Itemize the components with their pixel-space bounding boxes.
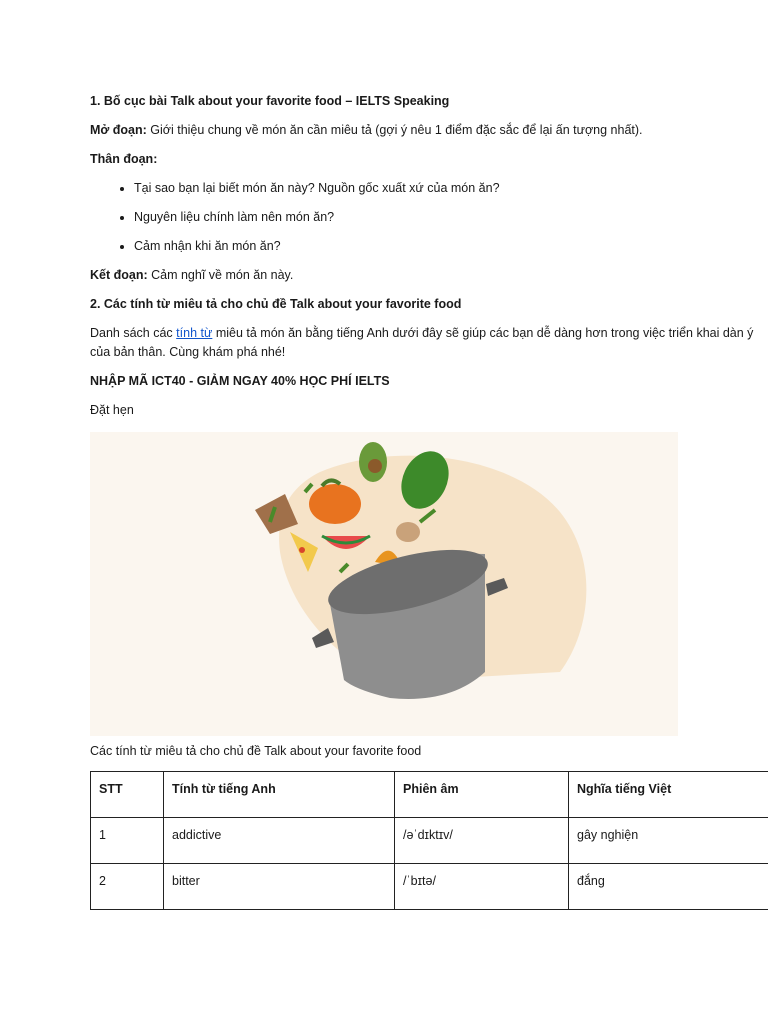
intro-label: Mở đoạn: [90,123,147,137]
intro-text: Giới thiệu chung về món ăn cần miêu tả (gợi ý nêu 1 điểm đặc sắc để lại ấn tượng nhất). [146,123,643,137]
table-row [91,818,768,864]
body-label: Thân đoạn: [90,152,158,166]
bullet-item: • Tại sao bạn lại biết món ăn này? Nguồn gốc xuất xứ của món ăn? [134,179,768,198]
adjectives-table [90,771,768,910]
adjectives-intro-paragraph [90,324,768,362]
table-row [91,864,768,910]
para-text-after: miêu tả món ăn bằng tiếng Anh dưới đây sẽ giúp các bạn dễ dàng hơn trong việc triển khai dàn ý của bản thân. Cùng khám phá nhé! [90,326,754,359]
cell-adjective: bitter [164,864,395,910]
food-pot-illustration [90,432,678,736]
cell-pronunciation: /ˈbɪtə/ [395,864,569,910]
para-text-before: Danh sách các [90,326,177,340]
header-pronunciation: Phiên âm [395,772,569,818]
intro-paragraph [90,121,768,140]
bullet-item: • Cảm nhận khi ăn món ăn? [134,237,768,256]
cell-pronunciation: /əˈdɪktɪv/ [395,818,569,864]
image-caption: Các tính từ miêu tả cho chủ đề Talk about your favorite food [90,744,422,758]
promo-text[interactable]: NHẬP MÃ ICT40 - GIẢM NGAY 40% HỌC PHÍ IELTS [90,374,390,388]
cell-stt: 1 [91,818,164,864]
header-vietnamese-meaning: Nghĩa tiếng Việt [569,772,768,818]
header-stt: STT [91,772,164,818]
conclusion-text: Cảm nghĩ về món ăn này. [147,268,294,282]
section2-heading: 2. Các tính từ miêu tả cho chủ đề Talk about your favorite food [90,297,462,311]
conclusion-paragraph [90,266,768,285]
header-english-adjective: Tính từ tiếng Anh [164,772,395,818]
illustration-svg [90,432,678,736]
cell-meaning: gây nghiện [569,818,768,864]
section1-heading: 1. Bố cục bài Talk about your favorite food – IELTS Speaking [90,94,450,108]
cell-adjective: addictive [164,818,395,864]
document-page [90,92,768,910]
cell-stt: 2 [91,864,164,910]
pepper-icon [309,484,361,524]
booking-text[interactable]: Đặt hẹn [90,403,134,417]
body-bullet-list [90,179,768,256]
mushroom-icon [396,522,420,542]
adjectives-link[interactable]: tính từ [176,326,213,340]
cell-meaning: đắng [569,864,768,910]
bullet-item: • Nguyên liệu chính làm nên món ăn? [134,208,768,227]
conclusion-label: Kết đoạn: [90,268,148,282]
table-header-row [91,772,768,818]
